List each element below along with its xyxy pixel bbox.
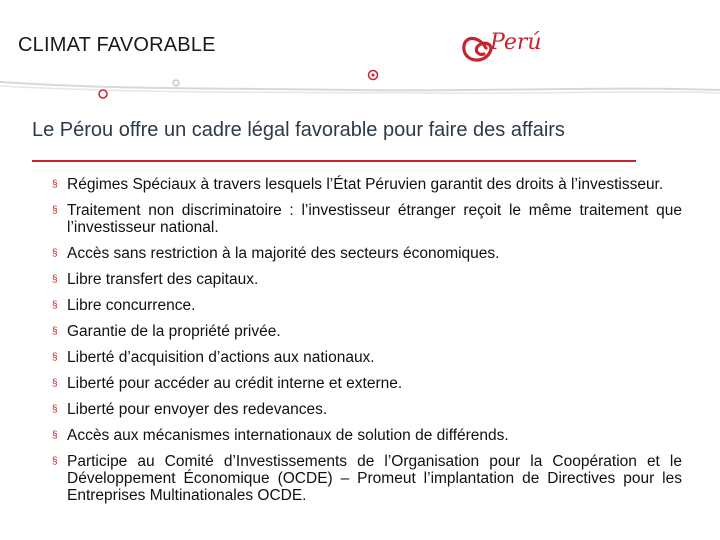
- bullet-marker-icon: §: [52, 179, 58, 190]
- bullet-marker-icon: §: [52, 430, 58, 441]
- bullet-marker-icon: §: [52, 205, 58, 216]
- bullet-item: § Régimes Spéciaux à travers lesquels l’État Péruvien garantit des droits à l’investisseur.: [52, 176, 664, 193]
- bullet-item: § Libre concurrence.: [52, 297, 196, 314]
- bullet-item: § Participe au Comité d’Investissements de l’Organisation pour la Coopération et le Développement Économique (OCDE) – Promeut l’implantation de Directives pour les Entreprises Multinationales OCDE.: [52, 453, 682, 504]
- bullet-marker-icon: §: [52, 378, 58, 389]
- bullet-item: § Liberté pour accéder au crédit interne et externe.: [52, 375, 403, 392]
- bullet-marker-icon: §: [52, 248, 58, 259]
- slide-title: CLIMAT FAVORABLE: [18, 34, 216, 56]
- bullet-item: § Accès aux mécanismes internationaux de solution de différends.: [52, 427, 509, 444]
- bullet-marker-icon: §: [52, 326, 58, 337]
- bullet-marker-icon: §: [52, 300, 58, 311]
- bullet-item: § Accès sans restriction à la majorité des secteurs économiques.: [52, 245, 500, 262]
- bullet-item: § Traitement non discriminatoire : l’investisseur étranger reçoit le même traitement que l’investisseur national.: [52, 202, 682, 236]
- bullet-item: § Libre transfert des capitaux.: [52, 271, 259, 288]
- bullet-marker-icon: §: [52, 274, 58, 285]
- bullet-item: § Liberté d’acquisition d’actions aux nationaux.: [52, 349, 375, 366]
- bullet-list: [52, 176, 682, 513]
- decorative-swirl-line: [0, 60, 720, 110]
- peru-logo-text: Perú: [490, 30, 542, 55]
- bullet-item: § Liberté pour envoyer des redevances.: [52, 401, 328, 418]
- bullet-marker-icon: §: [52, 404, 58, 415]
- bullet-item: § Garantie de la propriété privée.: [52, 323, 281, 340]
- bullet-marker-icon: §: [52, 352, 58, 363]
- slide-subtitle: Le Pérou offre un cadre légal favorable pour faire des affairs: [32, 119, 565, 141]
- subtitle-underline: [32, 160, 636, 162]
- bullet-marker-icon: §: [52, 456, 58, 467]
